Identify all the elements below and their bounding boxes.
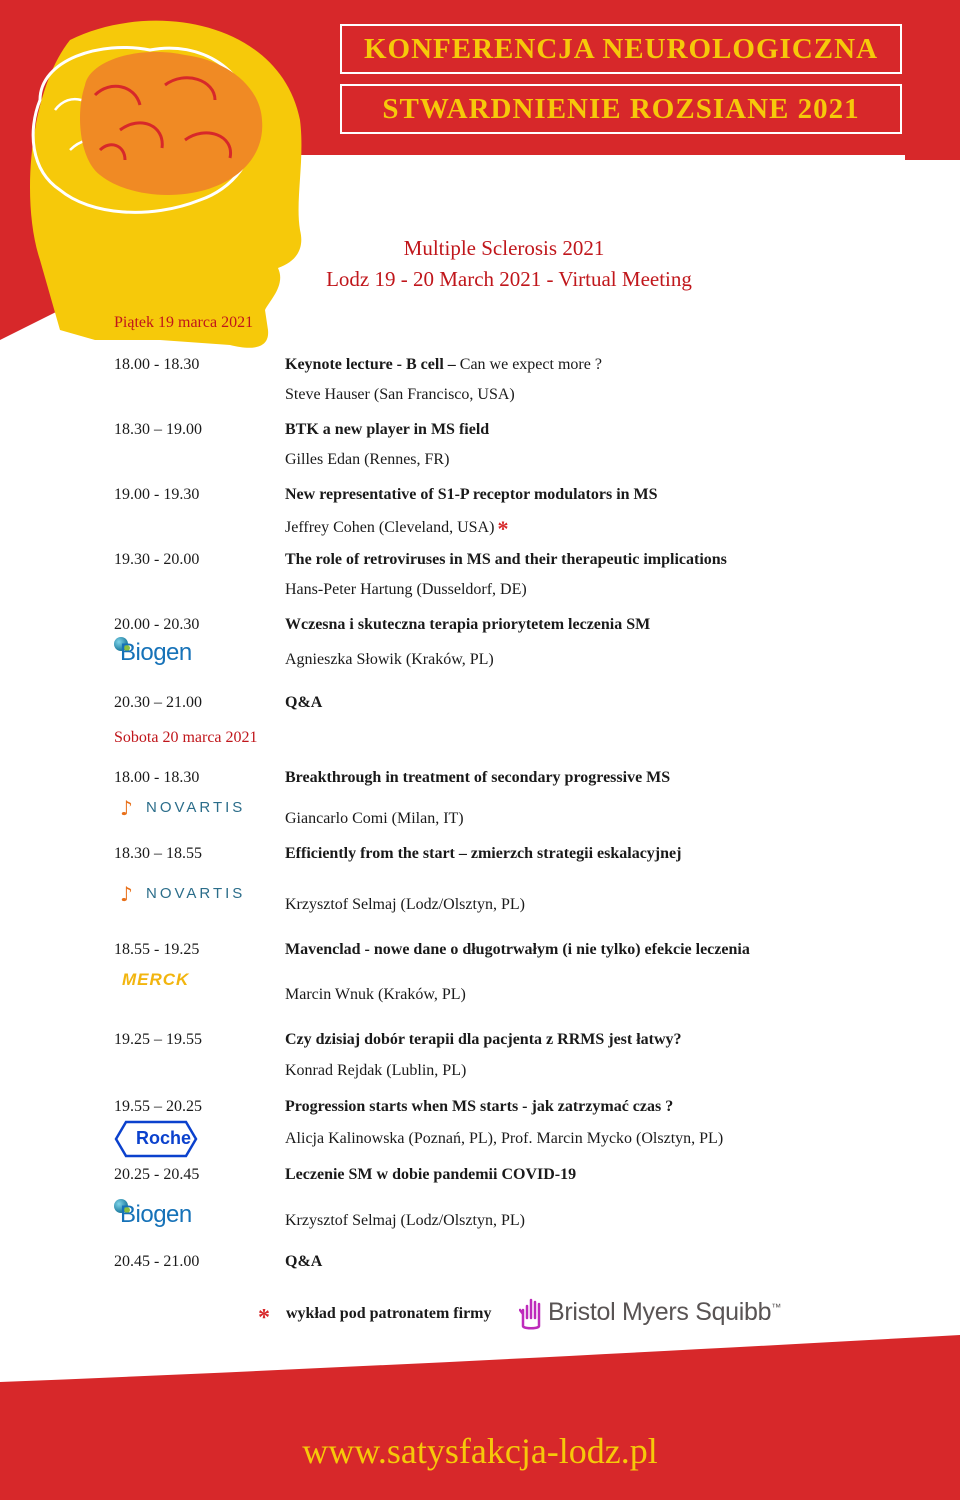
session-time: 18.30 – 19.00 (114, 421, 202, 438)
session-time: 19.00 - 19.30 (114, 486, 200, 503)
session-time: 20.45 - 21.00 (114, 1253, 200, 1270)
session-title-rest: Can we expect more ? (455, 356, 602, 373)
session-title: Progression starts when MS starts - jak zatrzymać czas ? (285, 1098, 674, 1115)
conference-subtitle-banner: STWARDNIENIE ROZSIANE 2021 (340, 84, 902, 134)
session-title: Efficiently from the start – zmierzch strategii eskalacyjnej (285, 845, 682, 862)
day-2-heading: Sobota 20 marca 2021 (114, 729, 258, 746)
session-title-bold: Keynote lecture - B cell – (285, 356, 456, 373)
session-title: Breakthrough in treatment of secondary progressive MS (285, 769, 671, 786)
conference-title-banner: KONFERENCJA NEUROLOGICZNA (340, 24, 902, 74)
session-time: 19.25 – 19.55 (114, 1031, 202, 1048)
session-title: Leczenie SM w dobie pandemii COVID-19 (285, 1166, 577, 1183)
footnote-text: wykład pod patronatem firmy (286, 1305, 492, 1322)
session-speaker: Agnieszka Słowik (Kraków, PL) (285, 651, 494, 668)
session-time: 19.30 - 20.00 (114, 551, 200, 568)
session-title: Mavenclad - nowe dane o długotrwałym (i nie tylko) efekcie leczenia (285, 941, 750, 958)
session-speaker: Alicja Kalinowska (Poznań, PL), Prof. Marcin Mycko (Olsztyn, PL) (285, 1130, 724, 1147)
meeting-details: Lodz 19 - 20 March 2021 - Virtual Meeting (326, 267, 692, 291)
session-title: Czy dzisiaj dobór terapii dla pacjenta z RRMS jest łatwy? (285, 1031, 682, 1048)
novartis-wordmark: NOVARTIS (146, 799, 246, 816)
session-time: 18.00 - 18.30 (114, 769, 200, 786)
session-speaker: Hans-Peter Hartung (Dusseldorf, DE) (285, 581, 527, 598)
session-speaker: Konrad Rejdak (Lublin, PL) (285, 1062, 467, 1079)
session-title: Q&A (285, 1253, 323, 1270)
session-time: 18.30 – 18.55 (114, 845, 202, 862)
session-title: Wczesna i skuteczna terapia priorytetem leczenia SM (285, 616, 651, 633)
website-link[interactable]: www.satysfakcja-lodz.pl (302, 1431, 658, 1471)
footnote-star-icon: * (258, 1305, 270, 1331)
bms-hand-icon (519, 1296, 543, 1330)
roche-logo (114, 1120, 194, 1158)
session-speaker: Krzysztof Selmaj (Lodz/Olsztyn, PL) (285, 896, 525, 913)
speaker-name: Jeffrey Cohen (Cleveland, USA) (285, 519, 495, 536)
session-title: BTK a new player in MS field (285, 421, 490, 438)
session-title: New representative of S1-P receptor modulators in MS (285, 486, 658, 503)
patronage-star-icon: * (497, 516, 509, 541)
day-1-heading: Piątek 19 marca 2021 (114, 314, 254, 331)
bms-wordmark (548, 1298, 781, 1327)
session-speaker: Giancarlo Comi (Milan, IT) (285, 810, 464, 827)
bms-trademark: ™ (771, 1302, 781, 1314)
bms-name: Bristol Myers Squibb (548, 1298, 772, 1326)
biogen-wordmark: Biogen (120, 639, 192, 666)
meeting-name: Multiple Sclerosis 2021 (403, 236, 605, 260)
session-title: Q&A (285, 694, 323, 711)
session-speaker: Krzysztof Selmaj (Lodz/Olsztyn, PL) (285, 1212, 525, 1229)
novartis-flame-icon: ♪ (120, 882, 133, 906)
session-title: The role of retroviruses in MS and their therapeutic implications (285, 551, 727, 568)
session-time: 20.00 - 20.30 (114, 616, 200, 633)
session-speaker: Steve Hauser (San Francisco, USA) (285, 386, 515, 403)
novartis-wordmark: NOVARTIS (146, 885, 246, 902)
session-time: 19.55 – 20.25 (114, 1098, 202, 1115)
biogen-wordmark: Biogen (120, 1201, 192, 1228)
merck-wordmark: MERCK (122, 970, 190, 989)
session-speaker (285, 516, 508, 542)
novartis-flame-icon: ♪ (120, 796, 133, 820)
session-speaker: Gilles Edan (Rennes, FR) (285, 451, 450, 468)
session-time: 18.55 - 19.25 (114, 941, 200, 958)
session-speaker: Marcin Wnuk (Kraków, PL) (285, 986, 466, 1003)
session-time: 18.00 - 18.30 (114, 356, 200, 373)
session-time: 20.30 – 21.00 (114, 694, 202, 711)
session-time: 20.25 - 20.45 (114, 1166, 200, 1183)
session-title (285, 356, 602, 374)
roche-wordmark: Roche (136, 1128, 192, 1148)
